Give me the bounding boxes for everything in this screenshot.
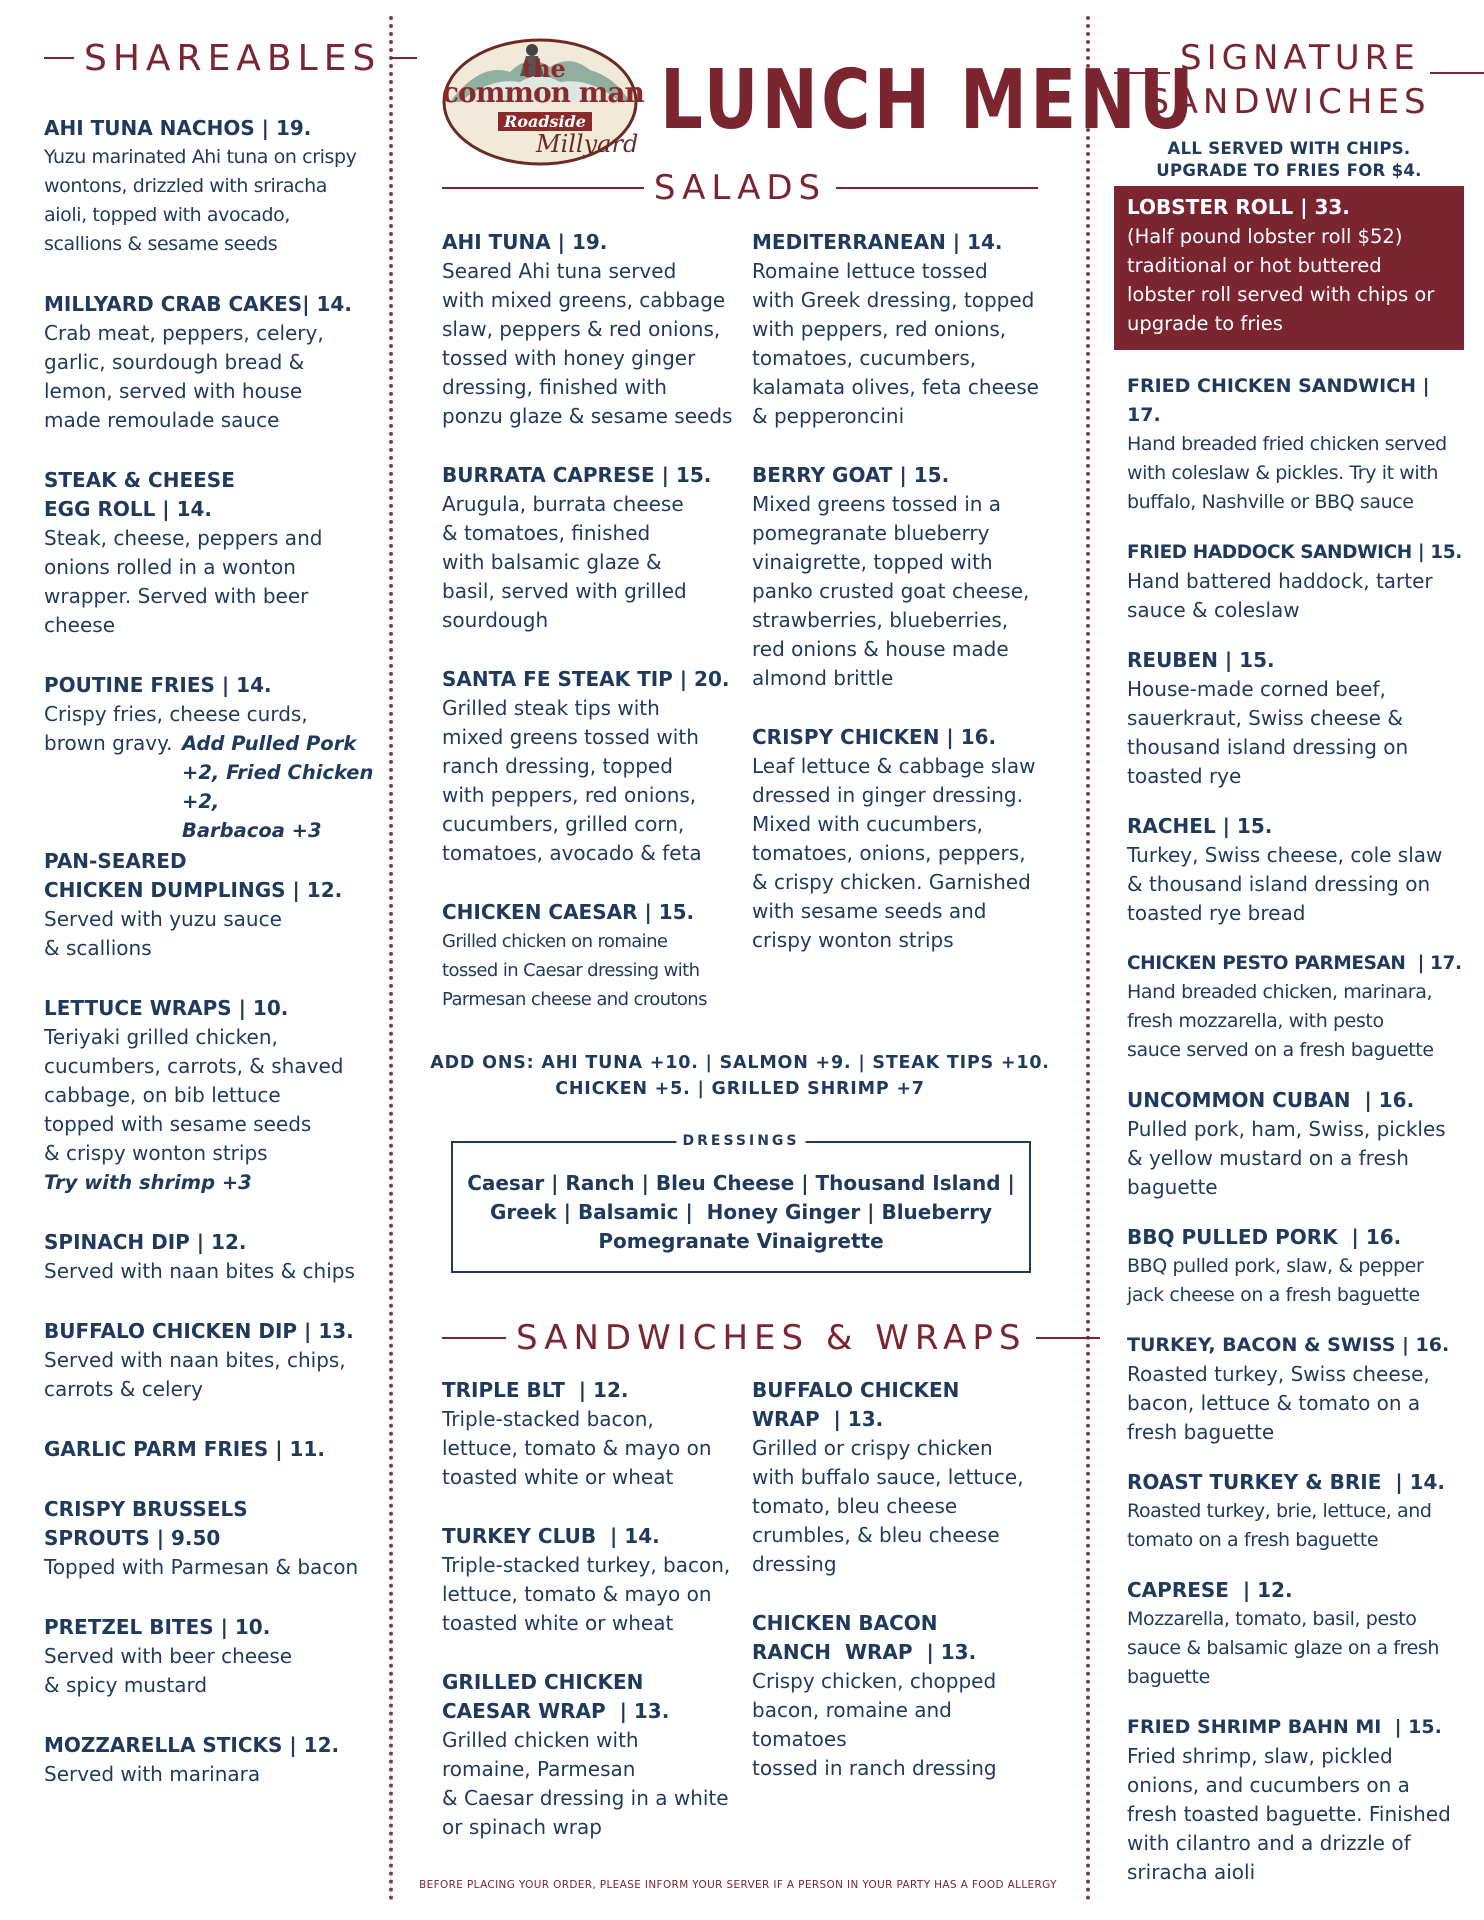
item-name: FRIED HADDOCK SANDWICH | 15. [1127,542,1462,563]
menu-item [1127,1576,1464,1692]
menu-item [752,228,1052,431]
item-name: REUBEN | 15. [1127,648,1275,672]
item-name: PRETZEL BITES | 10. [44,1615,271,1639]
sandwiches-wraps-right-column [752,1376,1052,1814]
menu-item [442,228,742,431]
menu-item [44,466,374,640]
signature-note [1114,138,1464,182]
shareables-header [44,36,382,80]
item-description: Served with marinara [44,1762,261,1786]
item-description: Hand breaded fried chicken served with coleslaw & pickles. Try it with buffalo, Nashville or BBQ sauce [1127,433,1447,513]
dressings-title: DRESSINGS [676,1133,805,1149]
item-name: CAPRESE | 12. [1127,1578,1293,1602]
item-name: FRIED SHRIMP BAHN MI | 15. [1127,1716,1442,1738]
featured-lobster-roll [1114,186,1464,350]
shareables-column [44,36,382,1820]
item-description: Steak, cheese, peppers and onions rolled in a wonton wrapper. Served with beer cheese [44,526,323,637]
item-name: BURRATA CAPRESE | 15. [442,463,712,487]
item-name: MOZZARELLA STICKS | 12. [44,1733,340,1757]
item-description: Hand battered haddock, tarter sauce & coleslaw [1127,569,1433,622]
lunch-menu-title: LUNCH MENU [660,53,1197,148]
signature-column [1114,36,1464,1887]
item-name: BUFFALO CHICKEN DIP | 13. [44,1319,354,1343]
item-name: GRILLED CHICKEN CAESAR WRAP | 13. [442,1670,670,1723]
dressings-line-2: Greek | Balsamic | Honey Ginger | Blueberry [490,1200,992,1224]
logo-text-common-man: common man [442,76,644,109]
menu-item [44,1495,374,1582]
header-rule [1036,1337,1100,1339]
item-description: Served with naan bites & chips [44,1259,355,1283]
menu-item [442,1376,742,1492]
item-name: BUFFALO CHICKEN WRAP | 13. [752,1378,960,1431]
menu-item [442,665,742,868]
item-description: BBQ pulled pork, slaw, & pepper jack cheese on a fresh baguette [1127,1255,1424,1306]
salads-header [442,166,1038,210]
item-name: POUTINE FRIES | 14. [44,673,272,697]
menu-item [1127,1223,1464,1310]
menu-item [1127,538,1464,625]
header-rule [44,57,74,59]
menu-item [752,1376,1052,1579]
item-name: TURKEY CLUB | 14. [442,1524,660,1548]
item-name: STEAK & CHEESE EGG ROLL | 14. [44,468,235,521]
menu-item [752,461,1052,693]
item-description: Crispy fries, cheese curds, brown gravy. [44,702,308,755]
item-description: Teriyaki grilled chicken, cucumbers, carrots, & shaved cabbage, on bib lettuce topped with sesame seeds & crispy wonton strips [44,1025,344,1165]
item-description: Topped with Parmesan & bacon [44,1555,359,1579]
allergy-notice: BEFORE PLACING YOUR ORDER, PLEASE INFORM YOUR SERVER IF A PERSON IN YOUR PARTY HAS A FOOD ALLERGY [419,1878,1057,1891]
common-man-logo [440,32,644,172]
item-name: TRIPLE BLT | 12. [442,1378,629,1402]
item-description: Grilled or crispy chicken with buffalo sauce, lettuce, tomato, bleu cheese crumbles, & bleu cheese dressing [752,1436,1024,1576]
menu-item [1127,372,1464,517]
menu-item [752,1609,1052,1783]
shareables-title: SHAREABLES [84,37,382,79]
salads-right-column [752,228,1052,986]
signature-note-line-1: ALL SERVED WITH CHIPS. [1167,139,1411,158]
item-description: Seared Ahi tuna served with mixed greens, cabbage slaw, peppers & red onions, tossed with honey ginger dressing, finished with ponzu glaze & sesame seeds [442,259,733,428]
signature-title-line-2: SANDWICHES [1147,82,1431,122]
menu-item [442,1668,742,1842]
item-name: GARLIC PARM FRIES | 11. [44,1437,325,1461]
menu-item [44,671,374,842]
item-name: CHICKEN BACON RANCH WRAP | 13. [752,1611,977,1664]
item-name: PAN-SEARED CHICKEN DUMPLINGS | 12. [44,849,343,902]
menu-item [1127,646,1464,791]
addons-line-1: ADD ONS: AHI TUNA +10. | SALMON +9. | STEAK TIPS +10. [430,1053,1050,1073]
item-description: Served with naan bites, chips, carrots & celery [44,1348,346,1401]
salads-title: SALADS [653,168,827,208]
item-name: SPINACH DIP | 12. [44,1230,247,1254]
item-name: SANTA FE STEAK TIP | 20. [442,667,730,691]
item-description: Romaine lettuce tossed with Greek dressing, topped with peppers, red onions, tomatoes, cucumbers, kalamata olives, feta cheese & pepperoncini [752,259,1039,428]
header-rule [442,1337,506,1339]
header-rule [442,187,644,189]
divider-left [389,16,393,1902]
salad-addons [420,1050,1060,1102]
dressings-line-3: Pomegranate Vinaigrette [598,1229,884,1253]
item-description: Roasted turkey, Swiss cheese, bacon, lettuce & tomato on a fresh baguette [1127,1362,1430,1444]
menu-item [44,290,374,435]
logo-text-roadside: Roadside [498,112,592,131]
item-name: AHI TUNA NACHOS | 19. [44,116,312,140]
item-description-wrap [44,700,374,842]
menu-item [44,847,374,963]
menu-item [1127,1331,1464,1447]
item-name: UNCOMMON CUBAN | 16. [1127,1088,1415,1112]
dressings-line-1: Caesar | Ranch | Bleu Cheese | Thousand Island | [467,1171,1015,1195]
item-description: (Half pound lobster roll $52) traditional or hot buttered lobster roll served with chips or upgrade to fries [1127,225,1435,335]
item-description: Grilled chicken with romaine, Parmesan & Caesar dressing in a white or spinach wrap [442,1728,729,1839]
header-rule [836,187,1038,189]
item-description: Hand breaded chicken, marinara, fresh mozzarella, with pesto sauce served on a fresh baguette [1127,981,1434,1061]
logo-text-the: the [522,54,566,83]
item-description: Fried shrimp, slaw, pickled onions, and cucumbers on a fresh toasted baguette. Finished with cilantro and a drizzle of sriracha aioli [1127,1744,1451,1884]
item-description: Yuzu marinated Ahi tuna on crispy wontons, drizzled with sriracha aioli, topped with avocado, scallions & sesame seeds [44,146,357,255]
item-name: LETTUCE WRAPS | 10. [44,996,289,1020]
item-description: Turkey, Swiss cheese, cole slaw & thousand island dressing on toasted rye bread [1127,843,1443,925]
header-rule [1114,72,1170,74]
item-description: Roasted turkey, brie, lettuce, and tomato on a fresh baguette [1127,1500,1432,1551]
item-description: Arugula, burrata cheese & tomatoes, finished with balsamic glaze & basil, served with grilled sourdough [442,492,687,632]
item-name: MILLYARD CRAB CAKES| 14. [44,292,352,316]
item-description: Crispy chicken, chopped bacon, romaine and tomatoes tossed in ranch dressing [752,1669,997,1780]
item-addons: Add Pulled Pork +2, Fried Chicken +2, Barbacoa +3 [182,732,374,842]
dressings-list [453,1143,1029,1256]
item-description: Crab meat, peppers, celery, garlic, sourdough bread & lemon, served with house made remoulade sauce [44,321,324,432]
menu-item [44,114,374,259]
menu-item [442,1522,742,1638]
menu-item [1127,949,1464,1065]
item-name: ROAST TURKEY & BRIE | 14. [1127,1470,1446,1494]
menu-item [442,898,742,1014]
item-addons: Try with shrimp +3 [44,1171,252,1194]
item-description: Grilled chicken on romaine tossed in Caesar dressing with Parmesan cheese and croutons [442,931,707,1010]
menu-item [1127,1468,1464,1555]
item-name: MEDITERRANEAN | 14. [752,230,1003,254]
menu-item [1127,812,1464,928]
menu-item [44,1435,374,1464]
item-name: FRIED CHICKEN SANDWICH | 17. [1127,375,1430,426]
header-rule [1430,72,1484,74]
menu-item [44,1613,374,1700]
item-name: RACHEL | 15. [1127,814,1273,838]
menu-item [752,723,1052,955]
item-description: House-made corned beef, sauerkraut, Swiss cheese & thousand island dressing on toasted rye [1127,677,1409,788]
signature-title-line-1: SIGNATURE [1180,38,1420,78]
dressings-box [451,1133,1031,1273]
logo-text-millyard: Millyard [536,130,639,158]
item-name: CHICKEN CAESAR | 15. [442,900,695,924]
item-description: Mixed greens tossed in a pomegranate blueberry vinaigrette, topped with panko crusted goat cheese, strawberries, blueberries, red onions & house made almond brittle [752,492,1030,690]
item-description: Pulled pork, ham, Swiss, pickles & yellow mustard on a fresh baguette [1127,1117,1446,1199]
sandwiches-wraps-left-column [442,1376,742,1873]
item-description: Mozzarella, tomato, basil, pesto sauce & balsamic glaze on a fresh baguette [1127,1608,1439,1688]
menu-item [44,1228,374,1286]
item-name: TURKEY, BACON & SWISS | 16. [1127,1334,1450,1356]
item-name: AHI TUNA | 19. [442,230,608,254]
header-rule [391,57,417,59]
menu-item [44,1317,374,1404]
signature-items [1114,372,1464,1887]
item-description: Grilled steak tips with mixed greens tossed with ranch dressing, topped with peppers, red onions, cucumbers, grilled corn, tomatoes, avocado & feta [442,696,702,865]
item-description: Triple-stacked turkey, bacon, lettuce, tomato & mayo on toasted white or wheat [442,1553,731,1635]
item-name: CRISPY BRUSSELS SPROUTS | 9.50 [44,1497,248,1550]
menu-item [442,461,742,635]
menu-item [1127,1713,1464,1887]
sandwiches-wraps-title: SANDWICHES & WRAPS [516,1318,1027,1358]
addons-line-2: CHICKEN +5. | GRILLED SHRIMP +7 [555,1079,925,1099]
item-name: BERRY GOAT | 15. [752,463,950,487]
item-name: BBQ PULLED PORK | 16. [1127,1225,1402,1249]
menu-item [44,1731,374,1789]
signature-header-line-1 [1114,36,1464,80]
menu-item [1127,1086,1464,1202]
item-name: CHICKEN PESTO PARMESAN | 17. [1127,953,1462,974]
signature-note-line-2: UPGRADE TO FRIES FOR $4. [1156,161,1422,180]
item-name: LOBSTER ROLL | 33. [1127,195,1350,219]
item-description: Served with yuzu sauce & scallions [44,907,282,960]
divider-right [1086,16,1090,1902]
item-description: Served with beer cheese & spicy mustard [44,1644,293,1697]
item-description: Leaf lettuce & cabbage slaw dressed in ginger dressing. Mixed with cucumbers, tomatoes, onions, peppers, & crispy chicken. Garnished with sesame seeds and crispy wonton strips [752,754,1036,952]
item-name: CRISPY CHICKEN | 16. [752,725,997,749]
salads-left-column [442,228,742,1014]
item-description: Triple-stacked bacon, lettuce, tomato & mayo on toasted white or wheat [442,1407,712,1489]
menu-item [44,994,374,1197]
sandwiches-wraps-header [442,1314,1038,1362]
